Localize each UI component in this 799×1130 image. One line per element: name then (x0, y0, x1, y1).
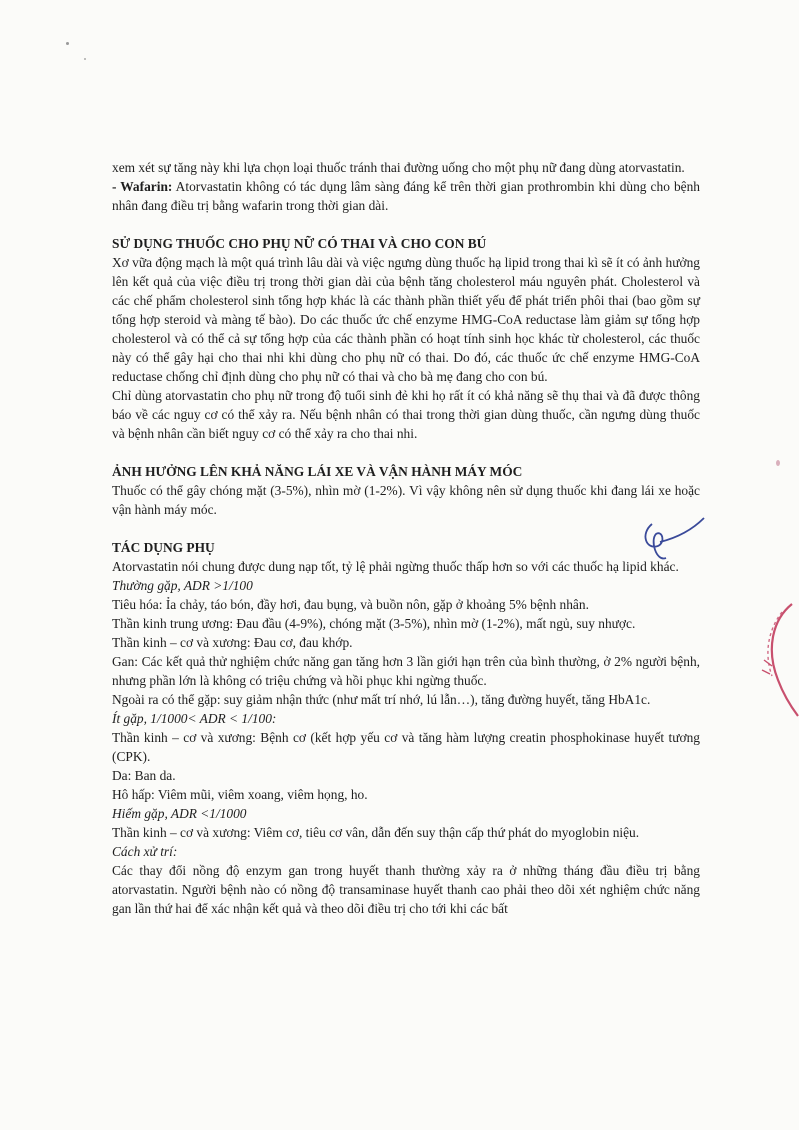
list-item: Tiêu hóa: Ỉa chảy, táo bón, đầy hơi, đau bụng, và buồn nôn, gặp ở khoảng 5% bệnh nhân. (112, 597, 589, 612)
paragraph: Chỉ dùng atorvastatin cho phụ nữ trong độ tuổi sinh đẻ khi họ rất ít có khả năng sẽ thụ thai và đã được thông báo về các nguy cơ có thể xảy ra. Nếu bệnh nhân có thai trong thời gian dùng thuốc, cần ngưng dùng thuốc và bệnh nhân cần biết nguy cơ có thể xảy ra cho thai nhi. (112, 388, 700, 441)
warfarin-text: Atorvastatin không có tác dụng lâm sàng đáng kể trên thời gian prothrombin khi dùng cho bệnh nhân đang điều trị bằng wafarin trong thời gian dài. (112, 179, 700, 213)
list-item: Thần kinh – cơ và xương: Đau cơ, đau khớp. (112, 635, 353, 650)
section-heading: SỬ DỤNG THUỐC CHO PHỤ NỮ CÓ THAI VÀ CHO CON BÚ (112, 236, 487, 251)
subheading-management: Cách xử trí: (112, 844, 178, 859)
list-item: Da: Ban da. (112, 768, 176, 783)
list-item: Thần kinh – cơ và xương: Viêm cơ, tiêu cơ vân, dẫn đến suy thận cấp thứ phát do myoglobin niệu. (112, 825, 640, 840)
scan-speck (66, 42, 69, 45)
scan-speck (84, 58, 86, 60)
paragraph: Atorvastatin nói chung được dung nạp tốt, tỷ lệ phải ngừng thuốc thấp hơn so với các thuốc hạ lipid khác. (112, 559, 679, 574)
list-item: Ngoài ra có thể gặp: suy giảm nhận thức (như mất trí nhớ, lú lẫn…), tăng đường huyết, tăng HbA1c. (112, 692, 651, 707)
subheading-rare: Hiếm gặp, ADR <1/1000 (112, 806, 247, 821)
paragraph: Xơ vữa động mạch là một quá trình lâu dài và việc ngưng dùng thuốc hạ lipid trong thai kì sẽ ít có ảnh hưởng lên kết quả của việc điều trị trong thời gian dài của bệnh tăng cholesterol máu nguyên phát. Cholesterol và các chế phẩm cholesterol sinh tổng hợp khác là các thành phần thiết yếu để phát triển phôi thai (bao gồm sự tổng hợp steroid và màng tế bào). Do các thuốc ức chế enzyme HMG-CoA reductase làm giảm sự tổng hợp cholesterol và có thể cả sự tổng hợp của các thành phần có hoạt tính sinh học khác từ cholesterol, các thuốc này có thể gây hại cho thai nhi khi dùng cho phụ nữ có thai. Do đó, các thuốc ức chế enzyme HMG-CoA reductase chống chỉ định dùng cho phụ nữ có thai và cho bà mẹ đang cho con bú. (112, 255, 700, 384)
list-item: Hô hấp: Viêm mũi, viêm xoang, viêm họng, ho. (112, 787, 368, 802)
subheading-uncommon: Ít gặp, 1/1000< ADR < 1/100: (112, 711, 277, 726)
paragraph: Các thay đổi nồng độ enzym gan trong huyết thanh thường xảy ra ở những tháng đầu điều trị bằng atorvastatin. Người bệnh nào có nồng độ transaminase huyết thanh cao phải theo dõi xét nghiệm chức năng gan lần thứ hai để xác nhận kết quả và theo dõi điều trị cho tới khi các bất (112, 863, 700, 916)
paragraph: Thuốc có thể gây chóng mặt (3-5%), nhìn mờ (1-2%). Vì vậy không nên sử dụng thuốc khi đang lái xe hoặc vận hành máy móc. (112, 483, 700, 517)
paragraph-warfarin (112, 177, 700, 215)
scan-speck (776, 460, 780, 466)
stamp-fragment (752, 600, 799, 720)
list-item: Thần kinh – cơ và xương: Bệnh cơ (kết hợp yếu cơ và tăng hàm lượng creatin phosphokinase huyết tương (CPK). (112, 730, 700, 764)
subheading-common: Thường gặp, ADR >1/100 (112, 578, 253, 593)
list-item: Gan: Các kết quả thử nghiệm chức năng gan tăng hơn 3 lần giới hạn trên của bình thường, ở 2% người bệnh, nhưng phần lớn là không có triệu chứng và hồi phục khi ngừng thuốc. (112, 654, 700, 688)
warfarin-label: - Wafarin: (112, 179, 173, 194)
section-heading: TÁC DỤNG PHỤ (112, 540, 215, 555)
paragraph: xem xét sự tăng này khi lựa chọn loại thuốc tránh thai đường uống cho một phụ nữ đang dùng atorvastatin. (112, 160, 685, 175)
list-item: Thần kinh trung ương: Đau đầu (4-9%), chóng mặt (3-5%), nhìn mờ (1-2%), mất ngủ, suy nhược. (112, 616, 636, 631)
section-heading: ẢNH HƯỞNG LÊN KHẢ NĂNG LÁI XE VÀ VẬN HÀNH MÁY MÓC (112, 464, 523, 479)
document-page (112, 158, 700, 918)
